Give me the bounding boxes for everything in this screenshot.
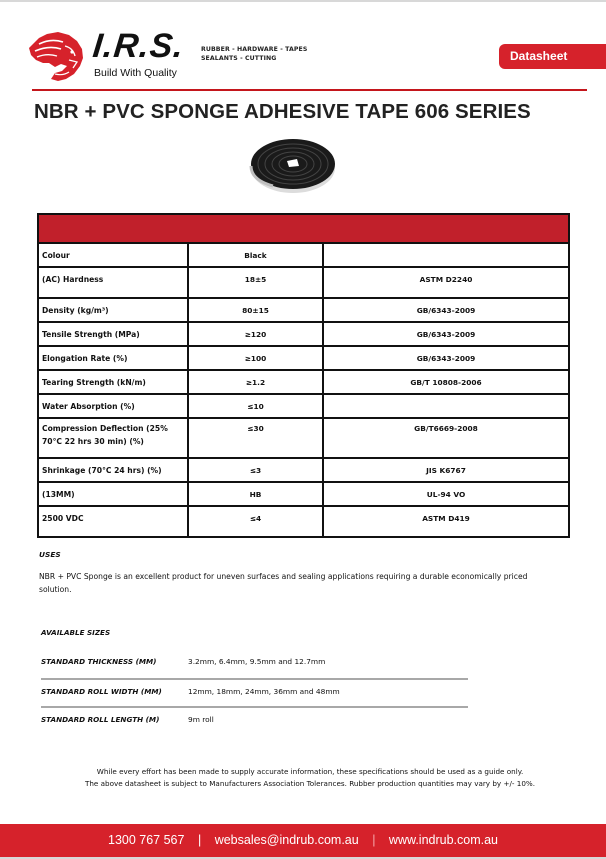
property-cell: Tensile Strength (MPa) — [38, 322, 188, 346]
size-value: 9m roll — [188, 715, 214, 724]
table-row — [38, 346, 569, 370]
spec-table-header-cell — [38, 214, 569, 243]
value-cell: ≤30 — [188, 418, 323, 458]
services-list — [201, 45, 307, 63]
footer-separator: | — [197, 833, 202, 847]
size-label: STANDARD THICKNESS (MM) — [41, 657, 157, 666]
value-cell: ≥100 — [188, 346, 323, 370]
table-row — [38, 482, 569, 506]
standard-cell: GB/6343-2009 — [323, 346, 569, 370]
size-label: STANDARD ROLL LENGTH (M) — [41, 715, 160, 724]
standard-cell: ASTM D419 — [323, 506, 569, 537]
brand-tagline: Build With Quality — [94, 67, 177, 79]
footer-website-link[interactable]: www.indrub.com.au — [388, 833, 498, 847]
footer-email-link[interactable]: websales@indrub.com.au — [214, 833, 359, 847]
standard-cell: GB/6343-2009 — [323, 322, 569, 346]
property-cell: Density (kg/m³) — [38, 298, 188, 322]
header-divider — [32, 89, 587, 91]
value-cell: Black — [188, 243, 323, 267]
value-cell: ≥1.2 — [188, 370, 323, 394]
property-cell: Elongation Rate (%) — [38, 346, 188, 370]
standard-cell: GB/T6669-2008 — [323, 418, 569, 458]
disclaimer-line-2: The above datasheet is subject to Manufacturers Association Tolerances. Rubber production quantities may vary by +/- 10%. — [84, 779, 536, 788]
services-line-1: RUBBER - HARDWARE - TAPES — [201, 46, 308, 53]
page-title: NBR + PVC SPONGE ADHESIVE TAPE 606 SERIES — [34, 100, 531, 123]
property-cell: Shrinkage (70°C 24 hrs) (%) — [38, 458, 188, 482]
uses-heading: USES — [39, 550, 61, 559]
product-image — [243, 130, 343, 200]
standard-cell: ASTM D2240 — [323, 267, 569, 298]
property-cell: Compression Deflection (25% 70°C 22 hrs 30 min) (%) — [38, 418, 188, 458]
property-cell: (13MM) — [38, 482, 188, 506]
footer-phone[interactable]: 1300 767 567 — [108, 833, 185, 847]
property-cell: Tearing Strength (kN/m) — [38, 370, 188, 394]
value-cell: ≥120 — [188, 322, 323, 346]
top-border — [0, 0, 606, 2]
sizes-table — [41, 650, 468, 734]
size-row — [41, 650, 468, 678]
table-row — [38, 267, 569, 298]
size-row — [41, 706, 468, 734]
table-row — [38, 458, 569, 482]
property-cell: Colour — [38, 243, 188, 267]
value-cell: 18±5 — [188, 267, 323, 298]
size-value: 12mm, 18mm, 24mm, 36mm and 48mm — [188, 687, 340, 696]
spec-table — [37, 213, 570, 538]
standard-cell — [323, 394, 569, 418]
footer-separator: | — [372, 833, 376, 847]
standard-cell — [323, 243, 569, 267]
standard-cell: GB/T 10808-2006 — [323, 370, 569, 394]
uses-description: NBR + PVC Sponge is an excellent product for uneven surfaces and sealing applications requiring a durable economically priced solution. — [39, 572, 528, 594]
property-cell: (AC) Hardness — [38, 267, 188, 298]
value-cell: ≤3 — [188, 458, 323, 482]
size-value: 3.2mm, 6.4mm, 9.5mm and 12.7mm — [188, 657, 326, 666]
size-row — [41, 678, 468, 706]
table-row — [38, 298, 569, 322]
standard-cell: UL-94 VO — [323, 482, 569, 506]
services-line-2: SEALANTS - CUTTING — [201, 55, 277, 62]
datasheet-tab: Datasheet — [499, 44, 606, 69]
table-row — [38, 394, 569, 418]
value-cell: HB — [188, 482, 323, 506]
value-cell: 80±15 — [188, 298, 323, 322]
value-cell: ≤10 — [188, 394, 323, 418]
table-row — [38, 322, 569, 346]
table-row — [38, 243, 569, 267]
table-row — [38, 506, 569, 537]
lion-head-icon — [25, 30, 85, 82]
spec-table-header — [38, 214, 569, 243]
sizes-heading: AVAILABLE SIZES — [41, 628, 111, 637]
standard-cell: GB/6343-2009 — [323, 298, 569, 322]
footer-contact-bar — [0, 824, 606, 857]
disclaimer — [30, 766, 590, 790]
brand-name: I.R.S. — [91, 27, 187, 65]
standard-cell: JIS K6767 — [323, 458, 569, 482]
value-cell: ≤4 — [188, 506, 323, 537]
table-row — [38, 418, 569, 458]
property-cell: Water Absorption (%) — [38, 394, 188, 418]
property-cell: 2500 VDC — [38, 506, 188, 537]
disclaimer-line-1: While every effort has been made to supply accurate information, these specifications should be used as a guide only. — [96, 767, 524, 776]
table-row — [38, 370, 569, 394]
size-label: STANDARD ROLL WIDTH (MM) — [41, 687, 162, 696]
